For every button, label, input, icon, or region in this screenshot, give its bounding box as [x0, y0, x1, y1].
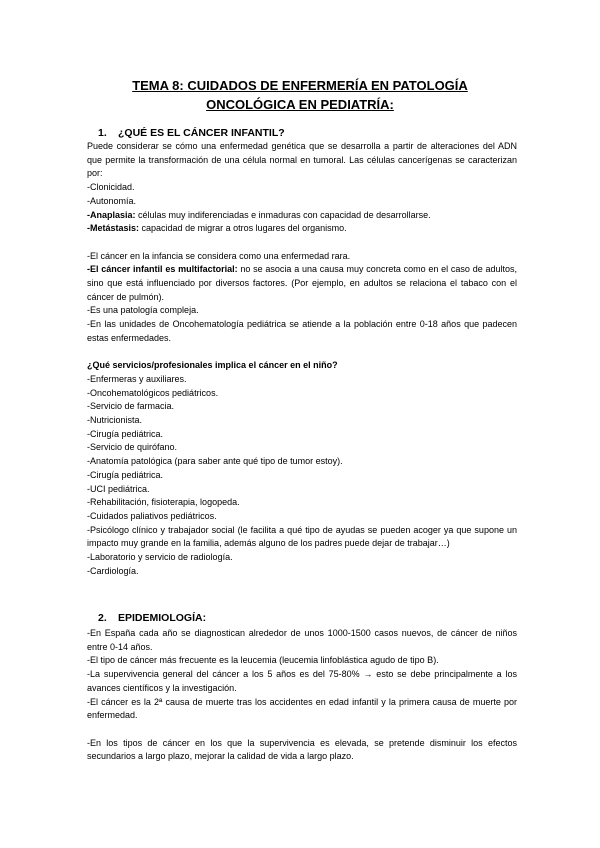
section-2-title: EPIDEMIOLOGÍA:	[118, 612, 207, 624]
list-item: -Oncohematológicos pediátricos.	[87, 387, 219, 398]
fact-multifactorial	[87, 263, 517, 304]
section-2-body	[87, 627, 517, 764]
list-item: -Cirugía pediátrica.	[87, 428, 164, 439]
list-item: -Cuidados paliativos pediátricos.	[87, 510, 217, 521]
section-2-heading	[98, 612, 207, 625]
epidemiology-paragraph: -En España cada año se diagnostican alrededor de unos 1000-1500 casos nuevos, de cáncer de niños entre 0-14 años.	[87, 628, 517, 652]
list-item: -Anatomía patológica (para saber ante qué tipo de tumor estoy).	[87, 456, 343, 467]
section-2-number: 2.	[98, 612, 107, 624]
services-list	[87, 373, 517, 579]
metastasis-term: -Metástasis:	[87, 223, 140, 234]
multifactorial-term: -El cáncer infantil es multifactorial:	[87, 264, 238, 275]
fact-compleja: -Es una patología compleja.	[87, 305, 199, 316]
epidemiology-paragraph: -El cáncer es la 2ª causa de muerte tras los accidentes en edad infantil y la primera causa de muerte por enfermedad.	[87, 696, 517, 721]
list-item: -Cardiología.	[87, 565, 139, 576]
section-1-number: 1.	[98, 127, 107, 139]
intro-paragraph: Puede considerar se cómo una enfermedad genética que se desarrolla a partir de alteraciones del ADN que permite la transformación de una célula normal en tumoral. Las células cancerígenas se caracterizan por:	[87, 141, 517, 179]
epidemiology-paragraph: -La supervivencia general del cáncer a los 5 años es del 75-80% → esto se debe principalmente a los avances científicos y la investigación.	[87, 669, 517, 693]
multifactorial-desc: no se asocia a una causa muy concreta como en el caso de adultos, sino que está influenciado por diversos factores. (Por ejemplo, en adultos se relaciona el tabaco con el cáncer de pulmón).	[87, 264, 517, 302]
services-question: ¿Qué servicios/profesionales implica el cáncer en el niño?	[87, 360, 338, 371]
list-item: -Laboratorio y servicio de radiología.	[87, 552, 233, 563]
trait-clonicidad: -Clonicidad.	[87, 182, 135, 193]
metastasis-desc: capacidad de migrar a otros lugares del organismo.	[139, 223, 347, 234]
list-item: -UCI pediátrica.	[87, 483, 150, 494]
anaplasia-desc: células muy indiferenciadas e inmaduras con capacidad de desarrollarse.	[135, 209, 431, 220]
list-item: -Cirugía pediátrica.	[87, 469, 164, 480]
list-item: -Psicólogo clínico y trabajador social (le facilita a qué tipo de ayudas se pueden acoger ya que supone un impacto muy grande en la familia, además alguno de los padres puede dejar de trabajar…)	[87, 524, 517, 549]
list-item: -Nutricionista.	[87, 415, 143, 426]
trait-autonomia: -Autonomía.	[87, 195, 137, 206]
section-1-title: ¿QUÉ ES EL CÁNCER INFANTIL?	[118, 127, 285, 139]
fact-rara: -El cáncer en la infancia se considera como una enfermedad rara.	[87, 250, 351, 261]
list-item: -Enfermeras y auxiliares.	[87, 373, 187, 384]
trait-anaplasia	[87, 209, 517, 223]
document-title-line-2: ONCOLÓGICA EN PEDIATRÍA:	[206, 97, 394, 112]
list-item: -Servicio de quirófano.	[87, 442, 178, 453]
fact-unidades: -En las unidades de Oncohematología pediátrica se atiende a la población entre 0-18 años que padecen estas enfermedades.	[87, 319, 517, 343]
list-item: -Rehabilitación, fisioterapia, logopeda.	[87, 497, 240, 508]
closing-paragraph: -En los tipos de cáncer en los que la supervivencia es elevada, se pretende disminuir los efectos secundarios a largo plazo, mejorar la calidad de vida a largo plazo.	[87, 737, 517, 762]
section-1-heading	[98, 127, 285, 140]
anaplasia-term: -Anaplasia:	[87, 209, 136, 220]
list-item: -Servicio de farmacia.	[87, 401, 175, 412]
document-title-line-1: TEMA 8: CUIDADOS DE ENFERMERÍA EN PATOLOGÍA	[132, 78, 468, 93]
trait-metastasis	[87, 222, 517, 236]
section-1-body	[87, 140, 517, 578]
epidemiology-paragraph: -El tipo de cáncer más frecuente es la leucemia (leucemia linfoblástica agudo de tipo B).	[87, 655, 439, 666]
